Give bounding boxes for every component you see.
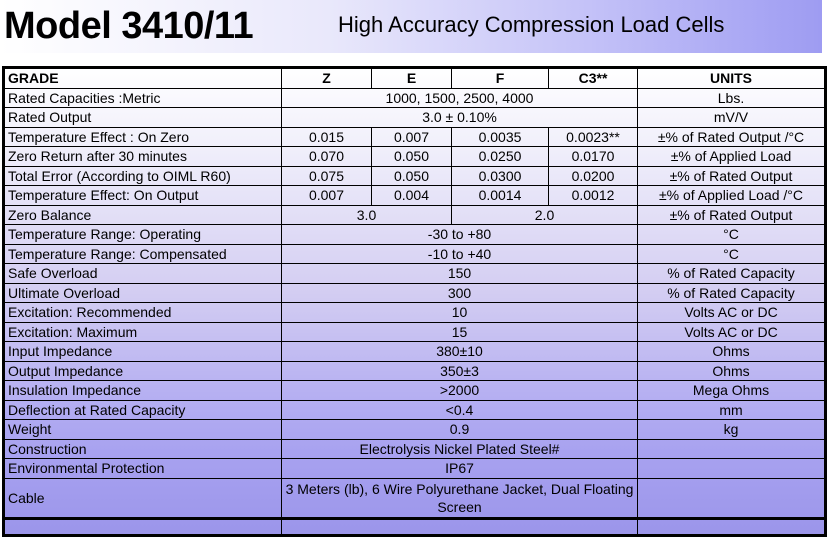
row-label: Zero Balance	[4, 205, 282, 225]
merged-value: 1000, 1500, 2500, 4000	[282, 88, 638, 108]
row-label: Temperature Range: Operating	[4, 225, 282, 245]
row-units: Mega Ohms	[638, 381, 826, 401]
merged-value: 0.9	[282, 420, 638, 440]
grade-f-value: 0.0250	[452, 147, 549, 167]
table-row	[4, 439, 826, 459]
row-units: °C	[638, 225, 826, 245]
row-units	[638, 519, 826, 536]
merged-value: 3.0 ± 0.10%	[282, 108, 638, 128]
grade-z-value: 0.015	[282, 127, 372, 147]
row-label: Rated Output	[4, 108, 282, 128]
grade-c3-value: 0.0170	[549, 147, 638, 167]
merged-value: 3 Meters (lb), 6 Wire Polyurethane Jacket, Dual Floating Screen	[282, 478, 638, 519]
row-units: ±% of Applied Load	[638, 147, 826, 167]
spec-table-header	[4, 68, 826, 89]
row-label: Zero Return after 30 minutes	[4, 147, 282, 167]
merged-value: >2000	[282, 381, 638, 401]
row-units: Lbs.	[638, 88, 826, 108]
table-row	[4, 225, 826, 245]
header-grade-e: E	[372, 68, 452, 89]
row-units: % of Rated Capacity	[638, 264, 826, 284]
table-row	[4, 186, 826, 206]
title-banner	[0, 0, 822, 53]
banner-subtitle: High Accuracy Compression Load Cells	[338, 12, 725, 37]
row-label: Cable	[4, 478, 282, 519]
grade-c3-value: 0.0200	[549, 166, 638, 186]
merged-value: 350±3	[282, 361, 638, 381]
table-row	[4, 400, 826, 420]
table-row	[4, 303, 826, 323]
spec-table-body	[4, 88, 826, 519]
grade-e-value: 0.050	[372, 166, 452, 186]
grade-z-value: 0.070	[282, 147, 372, 167]
header-grade: GRADE	[4, 68, 282, 89]
header-grade-z: Z	[282, 68, 372, 89]
row-label: Deflection at Rated Capacity	[4, 400, 282, 420]
table-row	[4, 420, 826, 440]
grade-e-value: 0.007	[372, 127, 452, 147]
spec-table	[2, 66, 827, 537]
table-row	[4, 283, 826, 303]
table-row	[4, 127, 826, 147]
merged-value: 300	[282, 283, 638, 303]
split-value-left: 3.0	[282, 205, 452, 225]
row-units: ±% of Applied Load /°C	[638, 186, 826, 206]
header-units: UNITS	[638, 68, 826, 89]
row-units: % of Rated Capacity	[638, 283, 826, 303]
row-label: Safe Overload	[4, 264, 282, 284]
table-row	[4, 147, 826, 167]
row-units	[638, 459, 826, 479]
row-label: Excitation: Recommended	[4, 303, 282, 323]
row-label: Total Error (According to OIML R60)	[4, 166, 282, 186]
table-row	[4, 381, 826, 401]
row-units: mm	[638, 400, 826, 420]
row-label: Output Impedance	[4, 361, 282, 381]
row-label	[4, 519, 282, 536]
row-label: Construction	[4, 439, 282, 459]
row-label: Weight	[4, 420, 282, 440]
header-grade-c3: C3**	[549, 68, 638, 89]
table-row	[4, 478, 826, 519]
row-units: Volts AC or DC	[638, 322, 826, 342]
grade-z-value: 0.007	[282, 186, 372, 206]
grade-c3-value: 0.0012	[549, 186, 638, 206]
model-title: Model 3410/11	[4, 5, 254, 47]
merged-value: <0.4	[282, 400, 638, 420]
merged-value: 380±10	[282, 342, 638, 362]
row-label: Environmental Protection	[4, 459, 282, 479]
table-row	[4, 322, 826, 342]
merged-value: 150	[282, 264, 638, 284]
row-units: kg	[638, 420, 826, 440]
row-units: °C	[638, 244, 826, 264]
grade-z-value: 0.075	[282, 166, 372, 186]
row-label: Rated Capacities :Metric	[4, 88, 282, 108]
merged-value	[282, 519, 638, 536]
grade-c3-value: 0.0023**	[549, 127, 638, 147]
table-row	[4, 342, 826, 362]
row-label: Insulation Impedance	[4, 381, 282, 401]
grade-f-value: 0.0014	[452, 186, 549, 206]
table-row	[4, 108, 826, 128]
merged-value: Electrolysis Nickel Plated Steel#	[282, 439, 638, 459]
row-label: Temperature Effect: On Output	[4, 186, 282, 206]
table-row	[4, 88, 826, 108]
header-grade-f: F	[452, 68, 549, 89]
grade-e-value: 0.050	[372, 147, 452, 167]
split-value-right: 2.0	[452, 205, 638, 225]
table-row	[4, 361, 826, 381]
table-row	[4, 459, 826, 479]
spec-table-clipped	[4, 519, 826, 536]
row-label: Excitation: Maximum	[4, 322, 282, 342]
table-row	[4, 166, 826, 186]
table-row	[4, 244, 826, 264]
merged-value: -10 to +40	[282, 244, 638, 264]
grade-f-value: 0.0300	[452, 166, 549, 186]
row-units: Ohms	[638, 361, 826, 381]
grade-f-value: 0.0035	[452, 127, 549, 147]
header-row	[4, 68, 826, 89]
table-row	[4, 264, 826, 284]
row-units	[638, 439, 826, 459]
row-units: ±% of Rated Output	[638, 166, 826, 186]
row-label: Ultimate Overload	[4, 283, 282, 303]
row-units: mV/V	[638, 108, 826, 128]
row-units: ±% of Rated Output	[638, 205, 826, 225]
row-units: Ohms	[638, 342, 826, 362]
row-label: Input Impedance	[4, 342, 282, 362]
grade-e-value: 0.004	[372, 186, 452, 206]
merged-value: 10	[282, 303, 638, 323]
merged-value: IP67	[282, 459, 638, 479]
row-label: Temperature Range: Compensated	[4, 244, 282, 264]
row-label: Temperature Effect : On Zero	[4, 127, 282, 147]
merged-value: 15	[282, 322, 638, 342]
merged-value: -30 to +80	[282, 225, 638, 245]
table-row	[4, 205, 826, 225]
row-units	[638, 478, 826, 519]
row-units: ±% of Rated Output /°C	[638, 127, 826, 147]
clipped-partial-row	[4, 519, 826, 536]
row-units: Volts AC or DC	[638, 303, 826, 323]
